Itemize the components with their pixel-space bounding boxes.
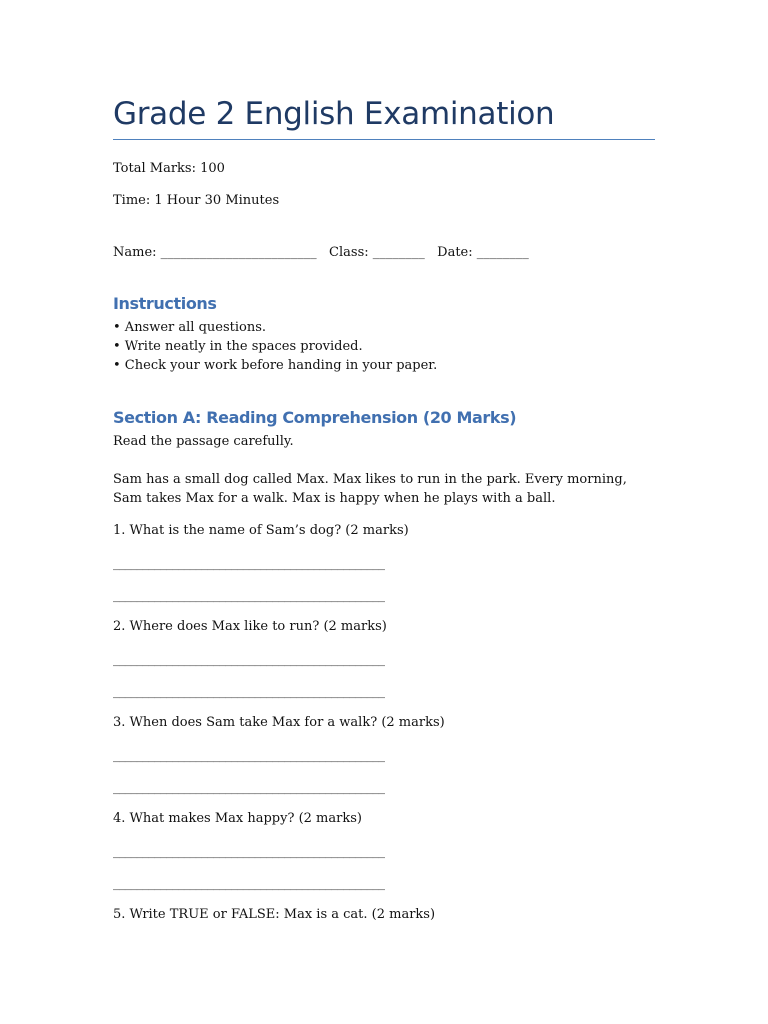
question-5: 5. Write TRUE or FALSE: Max is a cat. (2 marks) bbox=[113, 907, 436, 922]
document-title: Grade 2 English Examination bbox=[113, 96, 555, 132]
section-a-direction: Read the passage carefully. bbox=[113, 434, 294, 449]
answer-line[interactable]: ______________________________________________ bbox=[113, 748, 385, 763]
section-a-heading: Section A: Reading Comprehension (20 Marks) bbox=[113, 408, 517, 427]
answer-line[interactable]: ______________________________________________ bbox=[113, 844, 385, 859]
title-underline bbox=[113, 139, 655, 140]
answer-line[interactable]: ______________________________________________ bbox=[113, 588, 385, 603]
answer-line[interactable]: ______________________________________________ bbox=[113, 876, 385, 891]
answer-line[interactable]: ______________________________________________ bbox=[113, 652, 385, 667]
answer-line[interactable]: ______________________________________________ bbox=[113, 556, 385, 571]
exam-time: Time: 1 Hour 30 Minutes bbox=[113, 193, 280, 208]
answer-line[interactable]: ______________________________________________ bbox=[113, 684, 385, 699]
instruction-item: • Answer all questions. bbox=[113, 320, 267, 335]
instruction-item: • Check your work before handing in your paper. bbox=[113, 358, 438, 373]
question-4: 4. What makes Max happy? (2 marks) bbox=[113, 811, 362, 826]
question-3: 3. When does Sam take Max for a walk? (2 marks) bbox=[113, 715, 445, 730]
total-marks: Total Marks: 100 bbox=[113, 161, 225, 176]
question-2: 2. Where does Max like to run? (2 marks) bbox=[113, 619, 387, 634]
answer-line[interactable]: ______________________________________________ bbox=[113, 780, 385, 795]
instructions-heading: Instructions bbox=[113, 294, 217, 313]
reading-passage: Sam has a small dog called Max. Max likes to run in the park. Every morning, Sam takes Max for a walk. Max is happy when he plays with a ball. bbox=[113, 472, 627, 506]
instruction-item: • Write neatly in the spaces provided. bbox=[113, 339, 363, 354]
student-info-line: Name: ________________________ Class: ________ Date: ________ bbox=[113, 245, 529, 260]
question-1: 1. What is the name of Sam’s dog? (2 marks) bbox=[113, 523, 409, 538]
